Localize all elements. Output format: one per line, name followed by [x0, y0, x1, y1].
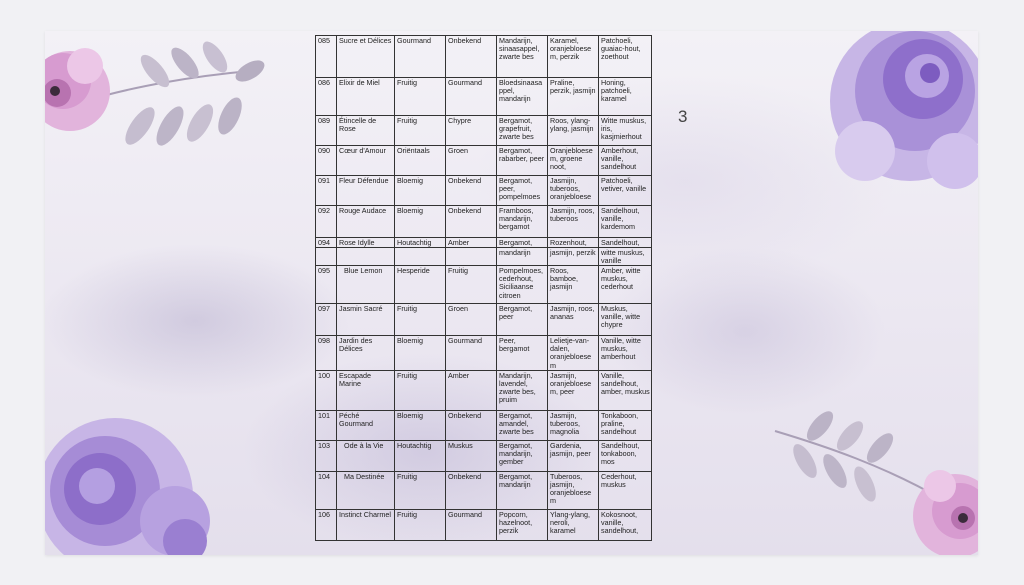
cell-heart-notes: jasmijn, perzik: [548, 248, 599, 266]
cell-family: Bloemig: [395, 336, 446, 370]
cell-number: 098: [316, 336, 337, 370]
cell-subfamily: Muskus: [446, 440, 497, 471]
cell-family: Fruitig: [395, 509, 446, 540]
cell-heart-notes: Roos, bamboe, jasmijn: [548, 266, 599, 304]
cell-number: 089: [316, 116, 337, 146]
cell-heart-notes: Jasmijn, roos, tuberoos: [548, 206, 599, 238]
cell-top-notes: Bergamot, mandarijn, gember: [497, 440, 548, 471]
cell-family: Fruitig: [395, 116, 446, 146]
cell-base-notes: Witte muskus, iris, kasjmierhout: [599, 116, 652, 146]
cell-name: Jardin des Délices: [337, 336, 395, 370]
cell-top-notes: Bergamot, mandarijn: [497, 471, 548, 509]
cell-family: Gourmand: [395, 36, 446, 78]
cell-base-notes: Amberhout, vanille, sandelhout: [599, 146, 652, 176]
cell-subfamily: Onbekend: [446, 36, 497, 78]
cell-number: 097: [316, 304, 337, 336]
cell-number: [316, 248, 337, 266]
table-row: [316, 440, 652, 471]
cell-subfamily: Chypre: [446, 116, 497, 146]
table-row: [316, 206, 652, 238]
cell-heart-notes: Karamel, oranjebloesem, perzik: [548, 36, 599, 78]
table-row: [316, 336, 652, 370]
cell-top-notes: Bergamot, grapefruit, zwarte bes: [497, 116, 548, 146]
table-row: [316, 471, 652, 509]
cell-top-notes: Pompelmoes, cederhout, Siciliaanse citroen: [497, 266, 548, 304]
cell-top-notes: mandarijn: [497, 248, 548, 266]
cell-family: Bloemig: [395, 206, 446, 238]
cell-number: 090: [316, 146, 337, 176]
cell-family: Bloemig: [395, 176, 446, 206]
cell-subfamily: Groen: [446, 146, 497, 176]
cell-subfamily: Amber: [446, 370, 497, 410]
cell-name: Instinct Charmel: [337, 509, 395, 540]
cell-base-notes: Tonkaboon, praline, sandelhout: [599, 410, 652, 440]
cell-subfamily: Fruitig: [446, 266, 497, 304]
cell-family: [395, 248, 446, 266]
cell-top-notes: Bergamot, amandel, zwarte bes: [497, 410, 548, 440]
cell-family: Houtachtig: [395, 238, 446, 248]
cell-subfamily: Amber: [446, 238, 497, 248]
cell-top-notes: Popcorn, hazelnoot, perzik: [497, 509, 548, 540]
cell-number: 100: [316, 370, 337, 410]
cell-subfamily: Gourmand: [446, 78, 497, 116]
table-row: [316, 146, 652, 176]
cell-top-notes: Peer, bergamot: [497, 336, 548, 370]
cell-base-notes: Patchoeli, guaiac-hout, zoethout: [599, 36, 652, 78]
cell-family: Hesperide: [395, 266, 446, 304]
cell-top-notes: Mandarijn, lavendel, zwarte bes, pruim: [497, 370, 548, 410]
table-row: [316, 370, 652, 410]
cell-base-notes: Sandelhout,: [599, 238, 652, 248]
cell-number: 086: [316, 78, 337, 116]
cell-name: Escapade Marine: [337, 370, 395, 410]
cell-family: Fruitig: [395, 78, 446, 116]
cell-subfamily: Gourmand: [446, 336, 497, 370]
cell-base-notes: Sandelhout, vanille, kardemom: [599, 206, 652, 238]
cell-family: Fruitig: [395, 471, 446, 509]
cell-family: Houtachtig: [395, 440, 446, 471]
table-row: [316, 509, 652, 540]
cell-name: Fleur Défendue: [337, 176, 395, 206]
cell-base-notes: Vanille, sandelhout, amber, muskus: [599, 370, 652, 410]
cell-name: [337, 248, 395, 266]
cell-heart-notes: Gardenia, jasmijn, peer: [548, 440, 599, 471]
table-row: [316, 266, 652, 304]
cell-heart-notes: Praline, perzik, jasmijn: [548, 78, 599, 116]
cell-family: Fruitig: [395, 304, 446, 336]
pink-flower-illustration: [45, 31, 275, 181]
cell-subfamily: Onbekend: [446, 410, 497, 440]
table-row: [316, 410, 652, 440]
cell-number: 092: [316, 206, 337, 238]
cell-name: Sucre et Délices: [337, 36, 395, 78]
table-row: [316, 78, 652, 116]
table-row: [316, 176, 652, 206]
purple-rose-illustration: [805, 31, 978, 206]
cell-number: 103: [316, 440, 337, 471]
cell-base-notes: Cederhout, muskus: [599, 471, 652, 509]
cell-name: Cœur d'Amour: [337, 146, 395, 176]
cell-heart-notes: Rozenhout,: [548, 238, 599, 248]
cell-top-notes: Mandarijn, sinaasappel, zwarte bes: [497, 36, 548, 78]
table-row: [316, 304, 652, 336]
table-row: [316, 116, 652, 146]
cell-top-notes: Bergamot,: [497, 238, 548, 248]
cell-base-notes: Sandelhout, tonkaboon, mos: [599, 440, 652, 471]
cell-family: Fruitig: [395, 370, 446, 410]
page-number: 3: [678, 107, 688, 126]
cell-subfamily: Groen: [446, 304, 497, 336]
cell-subfamily: [446, 248, 497, 266]
cell-top-notes: Bloedsinaasappel, mandarijn: [497, 78, 548, 116]
table-row: [316, 36, 652, 78]
cell-name: Jasmin Sacré: [337, 304, 395, 336]
cell-name: Elixir de Miel: [337, 78, 395, 116]
cell-top-notes: Framboos, mandarijn, bergamot: [497, 206, 548, 238]
cell-subfamily: Onbekend: [446, 471, 497, 509]
cell-name: Rouge Audace: [337, 206, 395, 238]
cell-number: 101: [316, 410, 337, 440]
perfume-table: [315, 35, 652, 541]
cell-base-notes: Vanille, witte muskus, amberhout: [599, 336, 652, 370]
cell-number: 104: [316, 471, 337, 509]
cell-heart-notes: Jasmijn, tuberoos, oranjebloese: [548, 176, 599, 206]
cell-name: Ma Destinée: [337, 471, 395, 509]
cell-name: Ode à la Vie: [337, 440, 395, 471]
purple-rose-illustration: [45, 401, 215, 555]
cell-heart-notes: Jasmijn, tuberoos, magnolia: [548, 410, 599, 440]
cell-base-notes: Muskus, vanille, witte chypre: [599, 304, 652, 336]
cell-base-notes: Patchoeli, vetiver, vanille: [599, 176, 652, 206]
pink-flower-illustration: [755, 406, 978, 555]
cell-number: 091: [316, 176, 337, 206]
cell-heart-notes: Jasmijn, roos, ananas: [548, 304, 599, 336]
perfume-table-body: [316, 36, 652, 541]
cell-name: Péché Gourmand: [337, 410, 395, 440]
cell-family: Oriëntaals: [395, 146, 446, 176]
cell-base-notes: Kokosnoot, vanille, sandelhout,: [599, 509, 652, 540]
cell-heart-notes: Tuberoos, jasmijn, oranjebloesem: [548, 471, 599, 509]
cell-subfamily: Onbekend: [446, 206, 497, 238]
cell-heart-notes: Ylang-ylang, neroli, karamel: [548, 509, 599, 540]
cell-name: Étincelle de Rose: [337, 116, 395, 146]
table-row: [316, 248, 652, 266]
cell-number: 106: [316, 509, 337, 540]
table-row: [316, 238, 652, 248]
cell-name: Blue Lemon: [337, 266, 395, 304]
cell-subfamily: Onbekend: [446, 176, 497, 206]
cell-top-notes: Bergamot, peer, pompelmoes: [497, 176, 548, 206]
cell-heart-notes: Jasmijn, oranjebloesem, peer: [548, 370, 599, 410]
cell-base-notes: witte muskus, vanille: [599, 248, 652, 266]
cell-top-notes: Bergamot, peer: [497, 304, 548, 336]
cell-heart-notes: Lelietje-van-dalen, oranjebloesem: [548, 336, 599, 370]
cell-top-notes: Bergamot, rabarber, peer: [497, 146, 548, 176]
cell-name: Rose Idylle: [337, 238, 395, 248]
document-page: [45, 31, 978, 555]
cell-subfamily: Gourmand: [446, 509, 497, 540]
cell-number: 095: [316, 266, 337, 304]
cell-base-notes: Honing, patchoeli, karamel: [599, 78, 652, 116]
cell-number: 094: [316, 238, 337, 248]
cell-number: 085: [316, 36, 337, 78]
cell-heart-notes: Oranjebloesem, groene noot,: [548, 146, 599, 176]
cell-family: Bloemig: [395, 410, 446, 440]
cell-base-notes: Amber, witte muskus, cederhout: [599, 266, 652, 304]
cell-heart-notes: Roos, ylang-ylang, jasmijn: [548, 116, 599, 146]
